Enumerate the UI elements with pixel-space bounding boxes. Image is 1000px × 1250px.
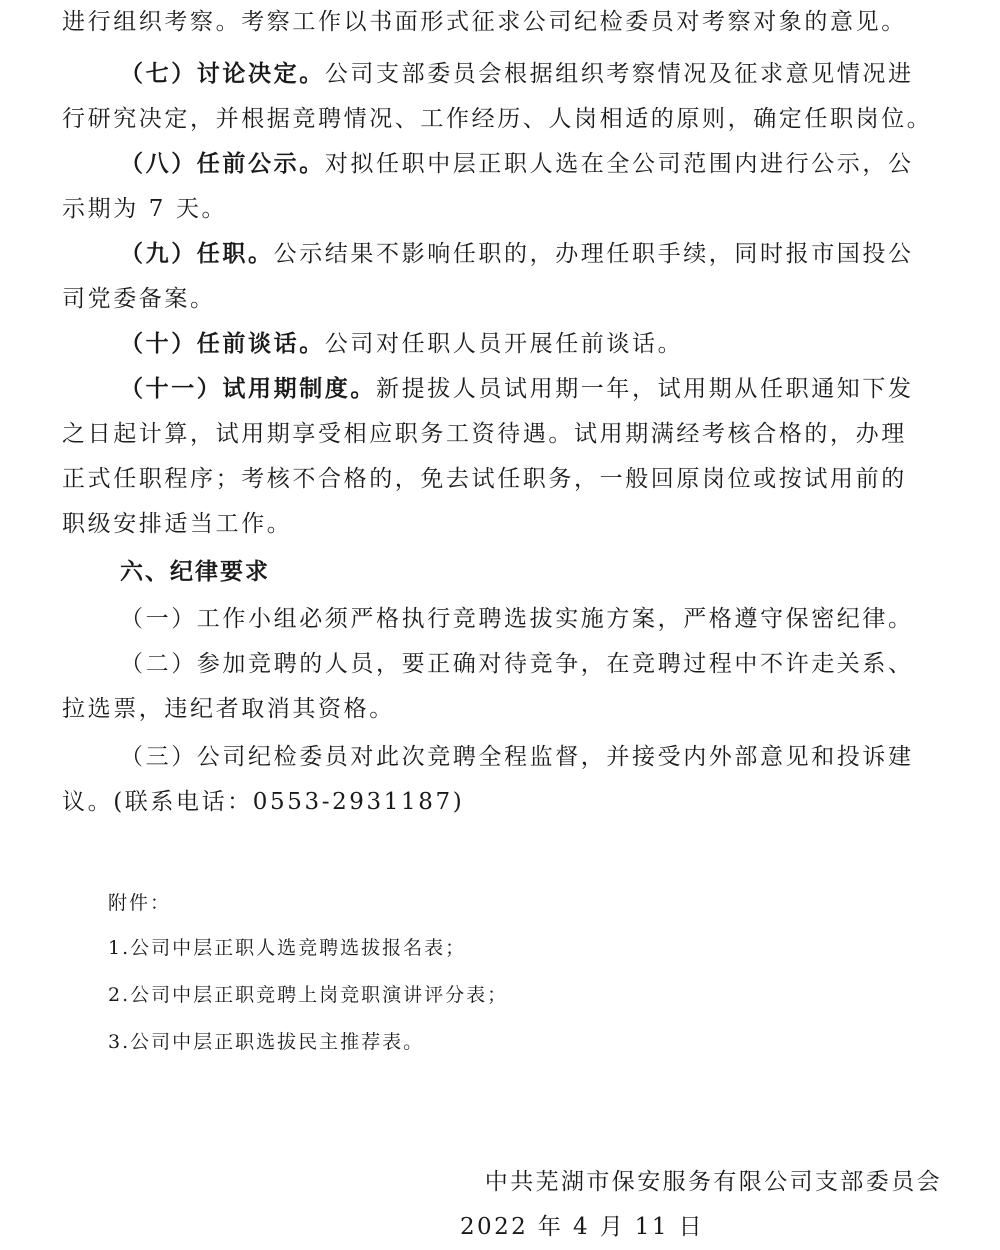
- paragraph-line: 进行组织考察。考察工作以书面形式征求公司纪检委员对考察对象的意见。: [62, 9, 907, 35]
- paragraph-heading: （七）讨论决定。: [120, 60, 325, 87]
- attachment-item: 1.公司中层正职人选竞聘选拔报名表；: [108, 937, 467, 959]
- paragraph-line: 正式任职程序；考核不合格的，免去试任职务，一般回原岗位或按试用前的: [62, 466, 907, 492]
- paragraph-heading: （十）任前谈话。: [120, 330, 325, 357]
- paragraph-text: 公司对任职人员开展任前谈话。: [324, 331, 684, 357]
- paragraph-heading: （十一）试用期制度。: [120, 375, 376, 402]
- paragraph-heading: （九）任职。: [120, 240, 274, 267]
- paragraph-10: [120, 322, 942, 366]
- paragraph-line: 行研究决定，并根据竞聘情况、工作经历、人岗相适的原则，确定任职岗位。: [62, 106, 933, 132]
- paragraph-text: 公示结果不影响任职的，办理任职手续，同时报市国投公: [273, 241, 914, 267]
- section-item-3: （三）公司纪检委员对此次竞聘全程监督，并接受内外部意见和投诉建: [120, 744, 914, 770]
- signature-date: 2022 年 4 月 11 日: [460, 1214, 704, 1240]
- paragraph-line: 示期为 7 天。: [62, 196, 228, 222]
- attachment-item: 2.公司中层正职竞聘上岗竞职演讲评分表；: [108, 984, 509, 1006]
- section-item-1: （一）工作小组必须严格执行竞聘选拔实施方案，严格遵守保密纪律。: [120, 606, 914, 632]
- paragraph-11: [120, 367, 942, 411]
- paragraph-text: 公司支部委员会根据组织考察情况及征求意见情况进: [324, 61, 914, 87]
- paragraph-line: 职级安排适当工作。: [62, 511, 293, 537]
- section-item-2: （二）参加竞聘的人员，要正确对待竞争，在竞聘过程中不许走关系、: [120, 651, 914, 677]
- attachment-item: 3.公司中层正职选拔民主推荐表。: [108, 1031, 425, 1053]
- paragraph-line: 之日起计算，试用期享受相应职务工资待遇。试用期满经考核合格的，办理: [62, 421, 907, 447]
- paragraph-9: [120, 232, 942, 276]
- attachments-label: 附件：: [108, 892, 172, 914]
- paragraph-text: 新提拔人员试用期一年，试用期从任职通知下发: [376, 376, 914, 402]
- paragraph-8: [120, 142, 942, 186]
- paragraph-text: 对拟任职中层正职人选在全公司范围内进行公示，公: [324, 151, 914, 177]
- paragraph-line: 拉选票，违纪者取消其资格。: [62, 696, 395, 722]
- signature-org: 中共芜湖市保安服务有限公司支部委员会: [484, 1169, 942, 1195]
- paragraph-7: [120, 52, 942, 96]
- paragraph-line: 议。(联系电话：0553-2931187): [62, 789, 465, 815]
- paragraph-heading: （八）任前公示。: [120, 150, 325, 177]
- paragraph-line: 司党委备案。: [62, 286, 216, 312]
- section-title: 六、纪律要求: [120, 558, 270, 585]
